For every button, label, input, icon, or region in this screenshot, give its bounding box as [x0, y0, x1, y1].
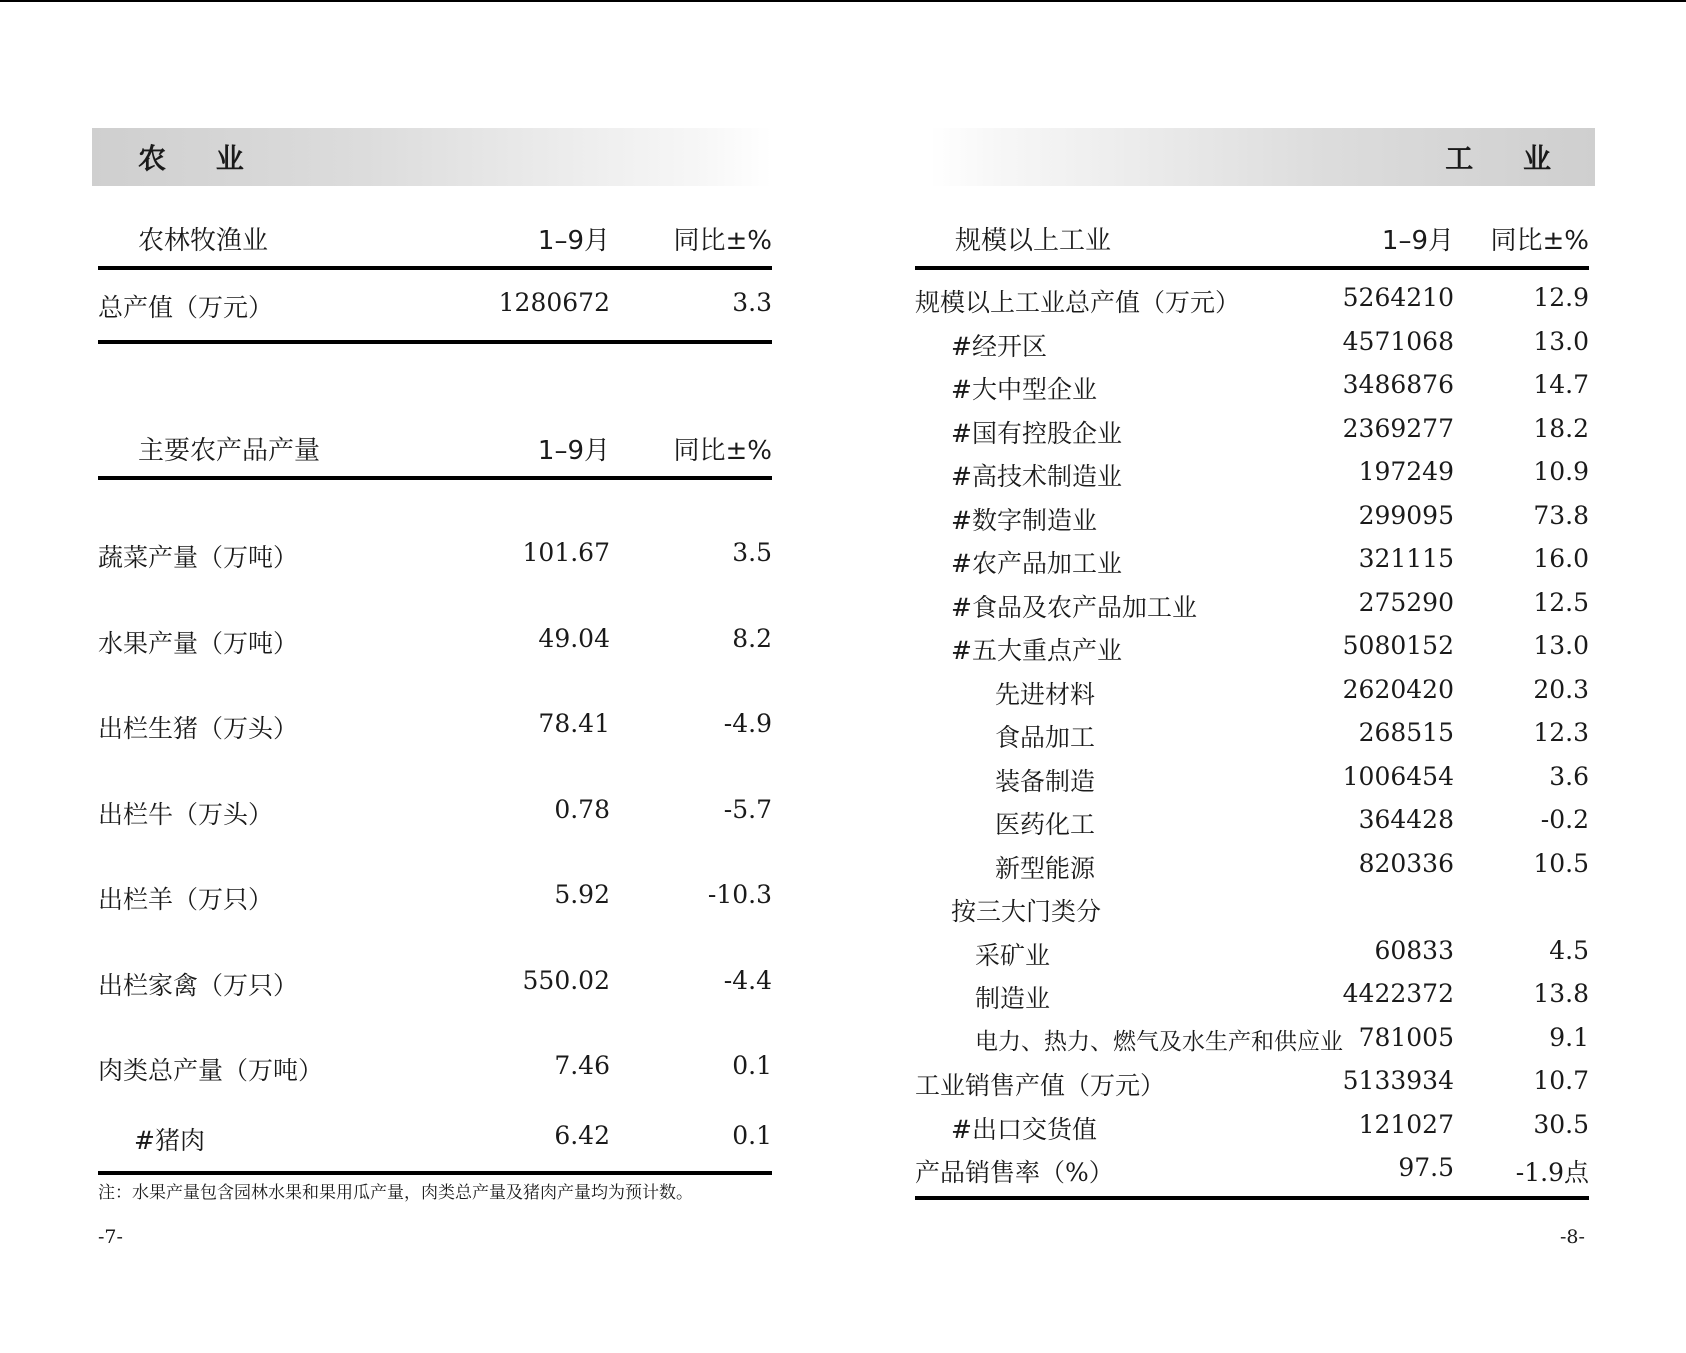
row-label: #大中型企业	[951, 375, 1097, 404]
row-label: #猪肉	[134, 1125, 205, 1155]
row-change: 30.5	[1533, 1109, 1589, 1139]
row-value: 820336	[1358, 848, 1454, 878]
row-value: 7.46	[554, 1051, 610, 1080]
row-label: 按三大门类分	[951, 897, 1102, 926]
row-change: 10.5	[1533, 848, 1589, 878]
row-label: #出口交货值	[951, 1114, 1097, 1144]
table-row	[915, 668, 1589, 712]
row-change: 4.5	[1549, 935, 1589, 965]
row-value: 268515	[1358, 718, 1454, 747]
row-label: 食品加工	[995, 723, 1096, 752]
table-row	[915, 276, 1589, 320]
table-row	[98, 594, 772, 680]
row-label: 出栏家禽（万只）	[98, 970, 299, 1000]
table-row	[915, 972, 1589, 1016]
table-header	[915, 212, 1589, 270]
row-change: 12.3	[1533, 718, 1589, 747]
table-row	[915, 407, 1589, 451]
row-change: 12.5	[1533, 587, 1589, 617]
table-row	[915, 929, 1589, 973]
row-value: 364428	[1358, 805, 1454, 834]
row-value: 321115	[1358, 544, 1454, 573]
row-change: 9.1	[1549, 1022, 1589, 1052]
row-value: 4422372	[1342, 979, 1454, 1008]
row-change: -0.2	[1540, 805, 1589, 834]
row-change: -1.9点	[1515, 1158, 1589, 1187]
row-value: 781005	[1358, 1022, 1454, 1052]
row-value: 5264210	[1342, 283, 1454, 312]
table-row	[915, 494, 1589, 538]
row-change: 3.3	[732, 288, 772, 317]
row-value: 1006454	[1342, 761, 1454, 791]
table-row	[915, 842, 1589, 886]
row-label: 电力、热力、燃气及水生产和供应业	[975, 1028, 1343, 1055]
table-row	[98, 765, 772, 851]
row-label: #食品及农产品加工业	[951, 592, 1197, 622]
row-label: #经开区	[951, 331, 1047, 361]
row-change: 13.0	[1533, 326, 1589, 356]
table-row	[915, 320, 1589, 364]
row-label: 出栏生猪（万头）	[98, 714, 299, 743]
table-header	[98, 422, 772, 480]
row-label: #五大重点产业	[951, 636, 1122, 665]
table-row	[915, 885, 1589, 929]
row-change: -4.4	[723, 965, 772, 995]
row-change: 13.0	[1533, 631, 1589, 660]
table-row	[915, 1146, 1589, 1190]
row-change: 18.2	[1533, 413, 1589, 443]
row-value: 2620420	[1342, 674, 1454, 704]
row-label: 先进材料	[995, 679, 1096, 709]
row-label: 工业销售产值（万元）	[915, 1071, 1166, 1100]
row-value: 4571068	[1342, 326, 1454, 356]
table-title: 规模以上工业	[955, 226, 1112, 256]
column-period: 1–9月	[1381, 226, 1454, 256]
column-change: 同比±%	[673, 436, 772, 466]
table-row	[98, 1021, 772, 1107]
row-change: 73.8	[1533, 500, 1589, 530]
row-value: 0.78	[554, 794, 610, 824]
row-value: 121027	[1358, 1109, 1454, 1139]
table-row	[915, 711, 1589, 755]
row-label: 产品销售率（%）	[915, 1158, 1114, 1187]
row-change: 14.7	[1533, 370, 1589, 399]
row-change: 10.9	[1533, 457, 1589, 486]
agri-output-table	[98, 212, 772, 344]
row-change: 20.3	[1533, 674, 1589, 704]
row-change: 3.5	[732, 538, 772, 567]
row-value: 1280672	[498, 288, 610, 317]
row-change: 10.7	[1533, 1066, 1589, 1095]
row-label: 出栏羊（万只）	[98, 885, 274, 914]
row-label: 采矿业	[975, 940, 1051, 970]
row-change: 0.1	[732, 1120, 772, 1150]
row-value: 5.92	[554, 880, 610, 909]
table-row	[915, 363, 1589, 407]
table-row	[98, 850, 772, 936]
table-row	[98, 1107, 772, 1171]
table-row	[915, 1016, 1589, 1060]
row-label: 装备制造	[995, 766, 1096, 796]
row-change: 8.2	[732, 623, 772, 653]
table-row	[915, 798, 1589, 842]
table-row	[915, 581, 1589, 625]
row-value: 101.67	[522, 538, 610, 567]
row-label: #数字制造业	[951, 505, 1097, 535]
table-title: 农林牧渔业	[138, 226, 269, 256]
agriculture-section-title: 农 业	[138, 142, 264, 175]
row-value: 60833	[1374, 935, 1454, 965]
row-label: 出栏牛（万头）	[98, 799, 274, 829]
row-label: #高技术制造业	[951, 462, 1122, 491]
row-label: 规模以上工业总产值（万元）	[915, 288, 1241, 317]
row-change: -4.9	[723, 709, 772, 738]
column-period: 1–9月	[537, 436, 610, 466]
row-label: 总产值（万元）	[98, 293, 274, 322]
row-change: 13.8	[1533, 979, 1589, 1008]
table-row	[98, 679, 772, 765]
column-period: 1–9月	[537, 226, 610, 256]
table-title: 主要农产品产量	[138, 436, 321, 466]
agriculture-section-header	[92, 128, 772, 186]
table-header	[98, 212, 772, 270]
row-label: 医药化工	[995, 810, 1096, 839]
table-row	[915, 755, 1589, 799]
table-row	[98, 270, 772, 340]
industry-section-title: 工 业	[1445, 142, 1571, 175]
row-value: 2369277	[1342, 413, 1454, 443]
row-change: -10.3	[707, 880, 772, 909]
table-row	[98, 936, 772, 1022]
row-value: 5080152	[1342, 631, 1454, 660]
row-change: 16.0	[1533, 544, 1589, 573]
table-row	[98, 508, 772, 594]
row-label: 肉类总产量（万吨）	[98, 1056, 324, 1085]
row-label: #国有控股企业	[951, 418, 1122, 448]
industry-table	[915, 212, 1589, 1200]
table-row	[915, 1059, 1589, 1103]
row-label: 新型能源	[995, 853, 1096, 883]
row-change: 3.6	[1549, 761, 1589, 791]
page-number-right: -8-	[1560, 1226, 1585, 1248]
row-label: #农产品加工业	[951, 549, 1122, 578]
row-change: -5.7	[723, 794, 772, 824]
row-value: 49.04	[538, 623, 610, 653]
row-value: 97.5	[1398, 1153, 1454, 1182]
table-row	[915, 537, 1589, 581]
row-change: 0.1	[732, 1051, 772, 1080]
table-row	[915, 450, 1589, 494]
agri-products-table	[98, 422, 772, 1175]
column-change: 同比±%	[1490, 226, 1589, 256]
row-label: 制造业	[975, 984, 1051, 1013]
row-value: 299095	[1358, 500, 1454, 530]
row-change: 12.9	[1533, 283, 1589, 312]
row-value: 275290	[1358, 587, 1454, 617]
row-value: 6.42	[554, 1120, 610, 1150]
row-label: 蔬菜产量（万吨）	[98, 543, 299, 572]
table-row	[915, 1103, 1589, 1147]
row-value: 197249	[1358, 457, 1454, 486]
footnote: 注：水果产量包含园林水果和果用瓜产量，肉类总产量及猪肉产量均为预计数。	[98, 1183, 693, 1203]
page-number-left: -7-	[98, 1226, 123, 1248]
row-value: 5133934	[1342, 1066, 1454, 1095]
row-value: 3486876	[1342, 370, 1454, 399]
row-value: 78.41	[538, 709, 610, 738]
table-row	[915, 624, 1589, 668]
column-change: 同比±%	[673, 226, 772, 256]
industry-section-header	[930, 128, 1595, 186]
row-value: 550.02	[522, 965, 610, 995]
row-label: 水果产量（万吨）	[98, 628, 299, 658]
